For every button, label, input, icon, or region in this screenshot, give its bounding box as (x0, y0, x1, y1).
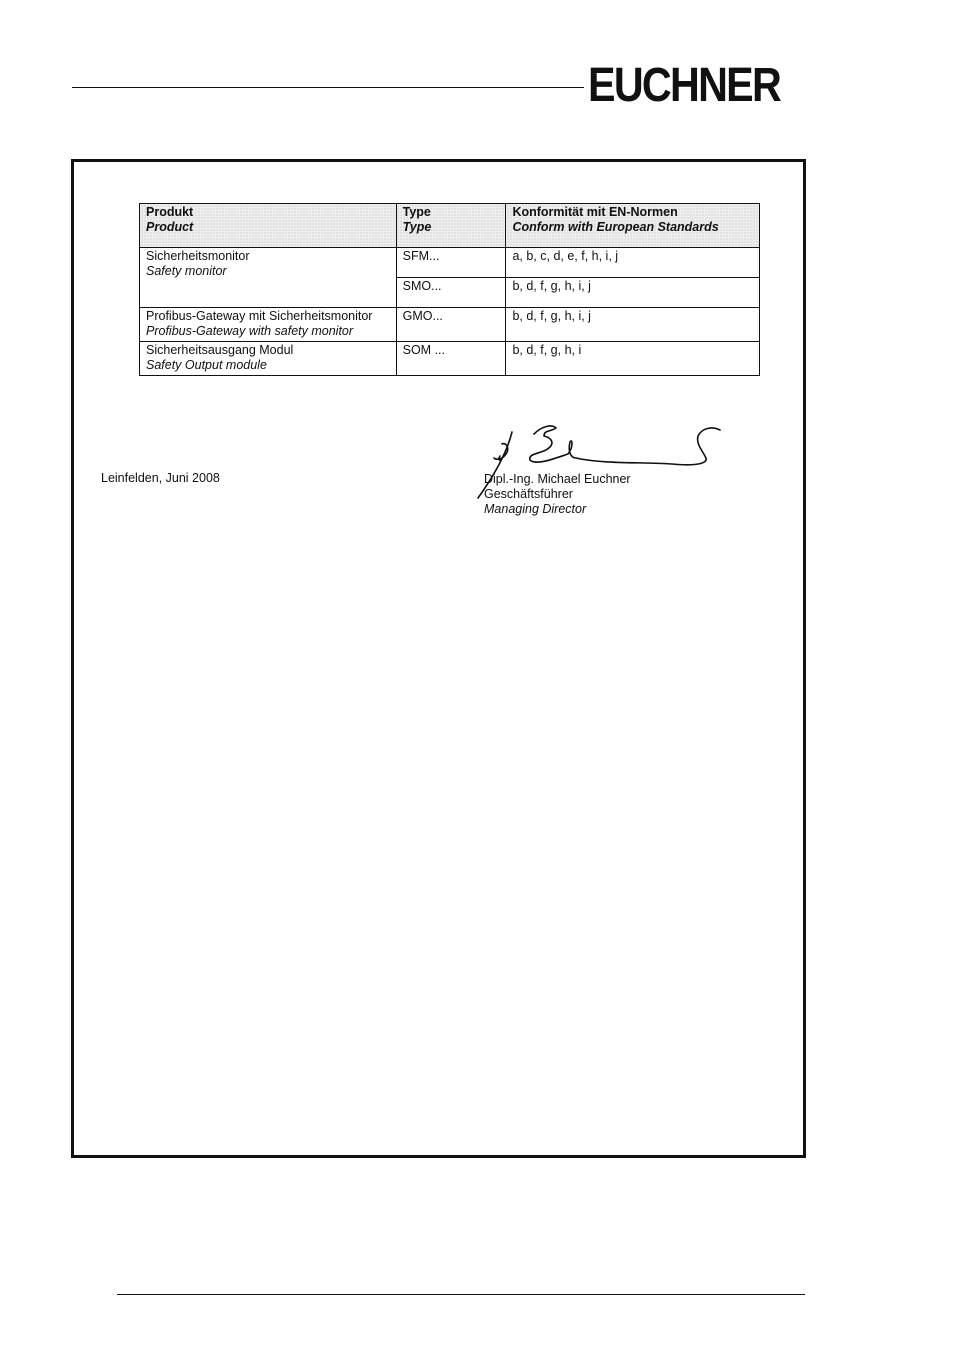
place-date: Leinfelden, Juni 2008 (101, 471, 220, 485)
header-standards-de: Konformität mit EN-Normen (512, 205, 678, 219)
table-header-row (140, 204, 760, 248)
product-cell (140, 308, 397, 342)
header-type-de: Type (402, 205, 431, 219)
conformity-table (139, 203, 760, 376)
product-cell (140, 342, 397, 376)
standards-cell: b, d, f, g, h, i (506, 342, 760, 376)
header-product (140, 204, 397, 248)
product-name-de: Sicherheitsmonitor (146, 249, 250, 263)
signer-name: Dipl.-Ing. Michael Euchner (484, 472, 631, 486)
signer-title-de: Geschäftsführer (484, 487, 573, 501)
standards-cell: b, d, f, g, h, i, j (506, 308, 760, 342)
euchner-logo: EUCHNER (588, 59, 781, 112)
signer-block (484, 472, 631, 517)
product-name-en: Profibus-Gateway with safety monitor (146, 324, 354, 338)
type-cell: SOM ... (396, 342, 506, 376)
table-row (140, 248, 760, 278)
product-name-en: Safety monitor (146, 264, 227, 278)
standards-cell: a, b, c, d, e, f, h, i, j (506, 248, 760, 278)
product-name-de: Profibus-Gateway mit Sicherheitsmonitor (146, 309, 373, 323)
header-rule (72, 87, 584, 88)
header-standards-en: Conform with European Standards (512, 220, 719, 234)
signer-title-en: Managing Director (484, 502, 587, 516)
table-row (140, 342, 760, 376)
product-cell (140, 248, 397, 308)
standards-cell: b, d, f, g, h, i, j (506, 278, 760, 308)
type-cell: SMO... (396, 278, 506, 308)
table-row (140, 308, 760, 342)
header-standards (506, 204, 760, 248)
header-type-en: Type (402, 220, 432, 234)
type-cell: SFM... (396, 248, 506, 278)
product-name-en: Safety Output module (146, 358, 267, 372)
product-name-de: Sicherheitsausgang Modul (146, 343, 294, 357)
footer-rule (117, 1294, 805, 1295)
type-cell: GMO... (396, 308, 506, 342)
header-product-en: Product (146, 220, 194, 234)
header-product-de: Produkt (146, 205, 194, 219)
header-type (396, 204, 506, 248)
